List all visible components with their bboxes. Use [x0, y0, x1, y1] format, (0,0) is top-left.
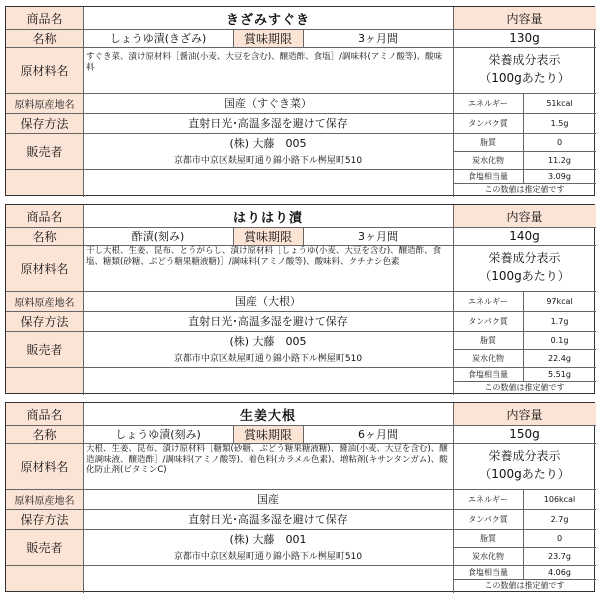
- storage-value: 直射日光･高温多湿を避けて保存: [188, 513, 348, 526]
- origin-value: 国産（大根）: [235, 295, 301, 308]
- nutrition-per: （100gあたり）: [479, 71, 570, 85]
- nutrition-label-salt: 食塩相当量: [468, 567, 508, 577]
- category-header: 名称: [6, 227, 83, 245]
- product-name: はりはり漬: [232, 210, 303, 226]
- ingredients-value: 大根、生姜、昆布、漬け原材料［糖類(砂糖、ぶどう糖果糖液糖)、醤油(小麦、大豆を含む)、醸造調味液、醸造酢］/調味料(アミノ酸等)、着色料(カラメル色素)、増粘剤(キサンタンガム)、酸化防止剤(ビタミンC): [86, 444, 448, 476]
- nutrition-title: 栄養成分表示: [488, 449, 561, 463]
- nutrition-per: （100gあたり）: [479, 269, 570, 283]
- product-name: 生姜大根: [239, 408, 296, 424]
- nutrition-value-energy: 51kcal: [546, 98, 573, 108]
- storage-header: 保存方法: [6, 113, 83, 133]
- nutrition-value-salt: 3.09g: [548, 171, 571, 181]
- nutrition-label-protein: タンパク質: [468, 118, 508, 128]
- nutrition-label-salt: 食塩相当量: [468, 369, 508, 379]
- category-value: しょうゆ漬(きざみ): [109, 32, 207, 45]
- nutrition-note: この数値は推定値です: [484, 184, 565, 194]
- nutrition-label-fat: 脂質: [480, 533, 496, 543]
- storage-value: 直射日光･高温多湿を避けて保存: [188, 315, 348, 328]
- origin-header: 原料原産地名: [6, 489, 83, 509]
- nutrition-value-protein: 1.5g: [550, 118, 569, 128]
- nutrition-note: この数値は推定値です: [484, 382, 565, 392]
- nutrition-label-carbs: 炭水化物: [472, 155, 504, 165]
- category-header: 名称: [6, 29, 83, 47]
- nutrition-value-carbs: 23.7g: [548, 551, 571, 561]
- storage-header: 保存方法: [6, 509, 83, 529]
- capacity-value: 140g: [509, 229, 540, 243]
- nutrition-value-salt: 5.51g: [548, 369, 571, 379]
- nutrition-label-energy: エネルギー: [468, 98, 508, 108]
- ingredients-header: 原材料名: [6, 245, 83, 291]
- nutrition-title: 栄養成分表示: [488, 251, 561, 265]
- product-name-header: 商品名: [6, 205, 83, 227]
- nutrition-value-protein: 2.7g: [550, 514, 569, 524]
- nutrition-value-energy: 106kcal: [543, 494, 576, 504]
- product-name: きざみすぐき: [225, 12, 310, 28]
- expiry-header: 賞味期限: [233, 29, 303, 47]
- product-name-header: 商品名: [6, 403, 83, 425]
- nutrition-value-fat: 0.1g: [550, 335, 569, 345]
- nutrition-label-carbs: 炭水化物: [472, 551, 504, 561]
- capacity-header: 内容量: [453, 205, 596, 227]
- capacity-value: 130g: [509, 31, 540, 45]
- nutrition-value-carbs: 11.2g: [548, 155, 571, 165]
- capacity-value: 150g: [509, 427, 540, 441]
- seller-block: [83, 529, 453, 565]
- nutrition-heading: [453, 47, 596, 93]
- nutrition-value-salt: 4.06g: [548, 567, 571, 577]
- nutrition-title: 栄養成分表示: [488, 53, 561, 67]
- expiry-value: 6ヶ月間: [358, 428, 398, 441]
- empty-header: [6, 169, 83, 195]
- seller-name: (株) 大藤 001: [229, 533, 307, 546]
- nutrition-label-energy: エネルギー: [468, 296, 508, 306]
- product-label-1: [5, 6, 595, 196]
- nutrition-per: （100gあたり）: [479, 467, 570, 481]
- ingredients-value: すぐき菜、漬け原材料［醤油(小麦、大豆を含む)、醸造酢、食塩］/調味料(アミノ酸等)、酸味料: [86, 52, 443, 73]
- seller-address: 京都市中京区麸屋町通り錦小路下ル桝屋町510: [173, 354, 363, 364]
- ingredients-header: 原材料名: [6, 47, 83, 93]
- expiry-value: 3ヶ月間: [358, 32, 398, 45]
- nutrition-label-fat: 脂質: [480, 137, 496, 147]
- product-label-3: [5, 402, 595, 592]
- seller-block: [83, 133, 453, 169]
- nutrition-value-energy: 97kcal: [546, 296, 573, 306]
- category-header: 名称: [6, 425, 83, 443]
- category-value: 酢漬(刻み): [131, 230, 185, 243]
- origin-header: 原料原産地名: [6, 291, 83, 311]
- nutrition-label-protein: タンパク質: [468, 514, 508, 524]
- seller-header: 販売者: [6, 133, 83, 169]
- product-name-header: 商品名: [6, 7, 83, 29]
- capacity-header: 内容量: [453, 7, 596, 29]
- origin-value: 国産（すぐき菜）: [224, 97, 312, 110]
- origin-value: 国産: [257, 493, 279, 506]
- expiry-header: 賞味期限: [233, 425, 303, 443]
- category-value: しょうゆ漬(刻み): [115, 428, 201, 441]
- nutrition-label-protein: タンパク質: [468, 316, 508, 326]
- seller-address: 京都市中京区麸屋町通り錦小路下ル桝屋町510: [173, 552, 363, 562]
- nutrition-label-salt: 食塩相当量: [468, 171, 508, 181]
- storage-header: 保存方法: [6, 311, 83, 331]
- nutrition-value-protein: 1.7g: [550, 316, 569, 326]
- product-label-2: [5, 204, 595, 394]
- storage-value: 直射日光･高温多湿を避けて保存: [188, 117, 348, 130]
- seller-name: (株) 大藤 005: [229, 335, 307, 348]
- nutrition-value-fat: 0: [556, 533, 563, 543]
- ingredients-header: 原材料名: [6, 443, 83, 489]
- nutrition-value-fat: 0: [556, 137, 563, 147]
- nutrition-heading: [453, 443, 596, 489]
- nutrition-label-carbs: 炭水化物: [472, 353, 504, 363]
- seller-header: 販売者: [6, 331, 83, 367]
- seller-name: (株) 大藤 005: [229, 137, 307, 150]
- nutrition-value-carbs: 22.4g: [548, 353, 571, 363]
- capacity-header: 内容量: [453, 403, 596, 425]
- expiry-value: 3ヶ月間: [358, 230, 398, 243]
- ingredients-value: 干し大根、生姜、昆布、とうがらし、漬け原材料［しょうゆ(小麦、大豆を含む)、醸造酢、食塩、糖類(砂糖、ぶどう糖果糖液糖)］/調味料(アミノ酸等)、酸味料、クチナシ色素: [86, 246, 442, 267]
- seller-block: [83, 331, 453, 367]
- nutrition-heading: [453, 245, 596, 291]
- nutrition-note: この数値は推定値です: [484, 580, 565, 590]
- origin-header: 原料原産地名: [6, 93, 83, 113]
- seller-header: 販売者: [6, 529, 83, 565]
- empty-header: [6, 367, 83, 393]
- seller-address: 京都市中京区麸屋町通り錦小路下ル桝屋町510: [173, 156, 363, 166]
- nutrition-label-energy: エネルギー: [468, 494, 508, 504]
- expiry-header: 賞味期限: [233, 227, 303, 245]
- nutrition-label-fat: 脂質: [480, 335, 496, 345]
- empty-header: [6, 565, 83, 591]
